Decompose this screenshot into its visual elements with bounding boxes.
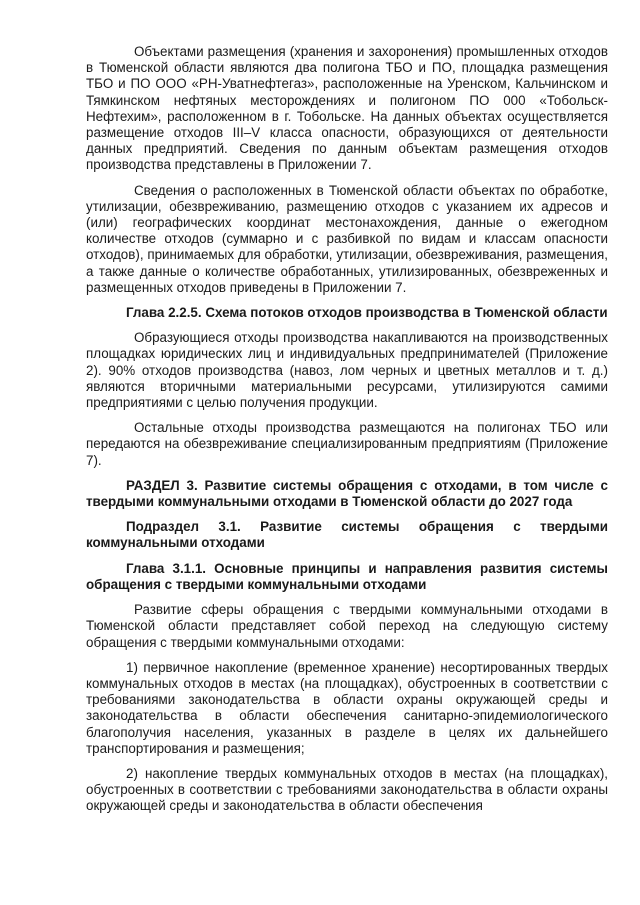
heading-subsection-3-1: Подраздел 3.1. Развитие системы обращения с твердыми коммунальными отходами [86, 519, 608, 551]
paragraph-production-waste-accumulation: Образующиеся отходы производства накапливаются на производственных площадках юридических лиц и индивидуальных предпринимателей (Приложение 2). 90% отходов производства (навоз, лом черных и цветных металлов и т. д.) являются вторичными материальными ресурсами, утилизируются самими предприятиями с целью получения продукции. [86, 330, 608, 411]
paragraph-facilities-info: Сведения о расположенных в Тюменской области объектах по обработке, утилизации, обезвреживанию, размещению отходов с указанием их адресов и (или) географических координат местонахождения, данные о ежегодном количестве отходов (суммарно и с разбивкой по видам и классам опасности отходов), принимаемых для обработки, утилизации, обезвреживания, размещения, а также данные о количестве обработанных, утилизированных, обезвреженных и размещенных отходов приведены в Приложении 7. [86, 182, 608, 295]
heading-chapter-2-2-5: Глава 2.2.5. Схема потоков отходов производства в Тюменской области [126, 305, 608, 321]
list-item-primary-accumulation: 1) первичное накопление (временное хранение) несортированных твердых коммунальных отходов в местах (на площадках), обустроенных в соответствии с требованиями законодательства в области охраны окружающей среды и законодательства в области обеспечения санитарно-эпидемиологического благополучия населения, указанных в разделе в целях их дальнейшего транспортирования и размещения; [86, 659, 608, 756]
paragraph-system-development-intro: Развитие сферы обращения с твердыми коммунальными отходами в Тюменской области представляет собой переход на следующую систему обращения с твердыми коммунальными отходами: [86, 602, 608, 650]
paragraph-waste-disposal-sites: Объектами размещения (хранения и захоронения) промышленных отходов в Тюменской области являются два полигона ТБО и ПО, площадка размещения ТБО и ПО ООО «РН-Уватнефтегаз», расположенные на Уренском, Кальчинском и Тямкинском нефтяных месторождениях и полигоном ПО 000 «Тобольск-Нефтехим», расположенном в г. Тобольске. На данных объектах осуществляется размещение отходов III–V класса опасности, образующихся от деятельности данных предприятий. Сведения по данным объектам размещения отходов производства представлены в Приложении 7. [86, 44, 608, 173]
list-item-accumulation-sites: 2) накопление твердых коммунальных отходов в местах (на площадках), обустроенных в соответствии с требованиями законодательства в области охраны окружающей среды и законодательства в области обеспечения [86, 765, 608, 814]
paragraph-remaining-waste: Остальные отходы производства размещаются на полигонах ТБО или передаются на обезвреживание специализированным предприятиям (Приложение 7). [86, 420, 608, 468]
heading-chapter-3-1-1: Глава 3.1.1. Основные принципы и направления развития системы обращения с твердыми коммунальными отходами [86, 560, 608, 592]
document-page [86, 44, 608, 824]
heading-section-3: РАЗДЕЛ 3. Развитие системы обращения с отходами, в том числе с твердыми коммунальными отходами в Тюменской области до 2027 года [86, 477, 608, 510]
